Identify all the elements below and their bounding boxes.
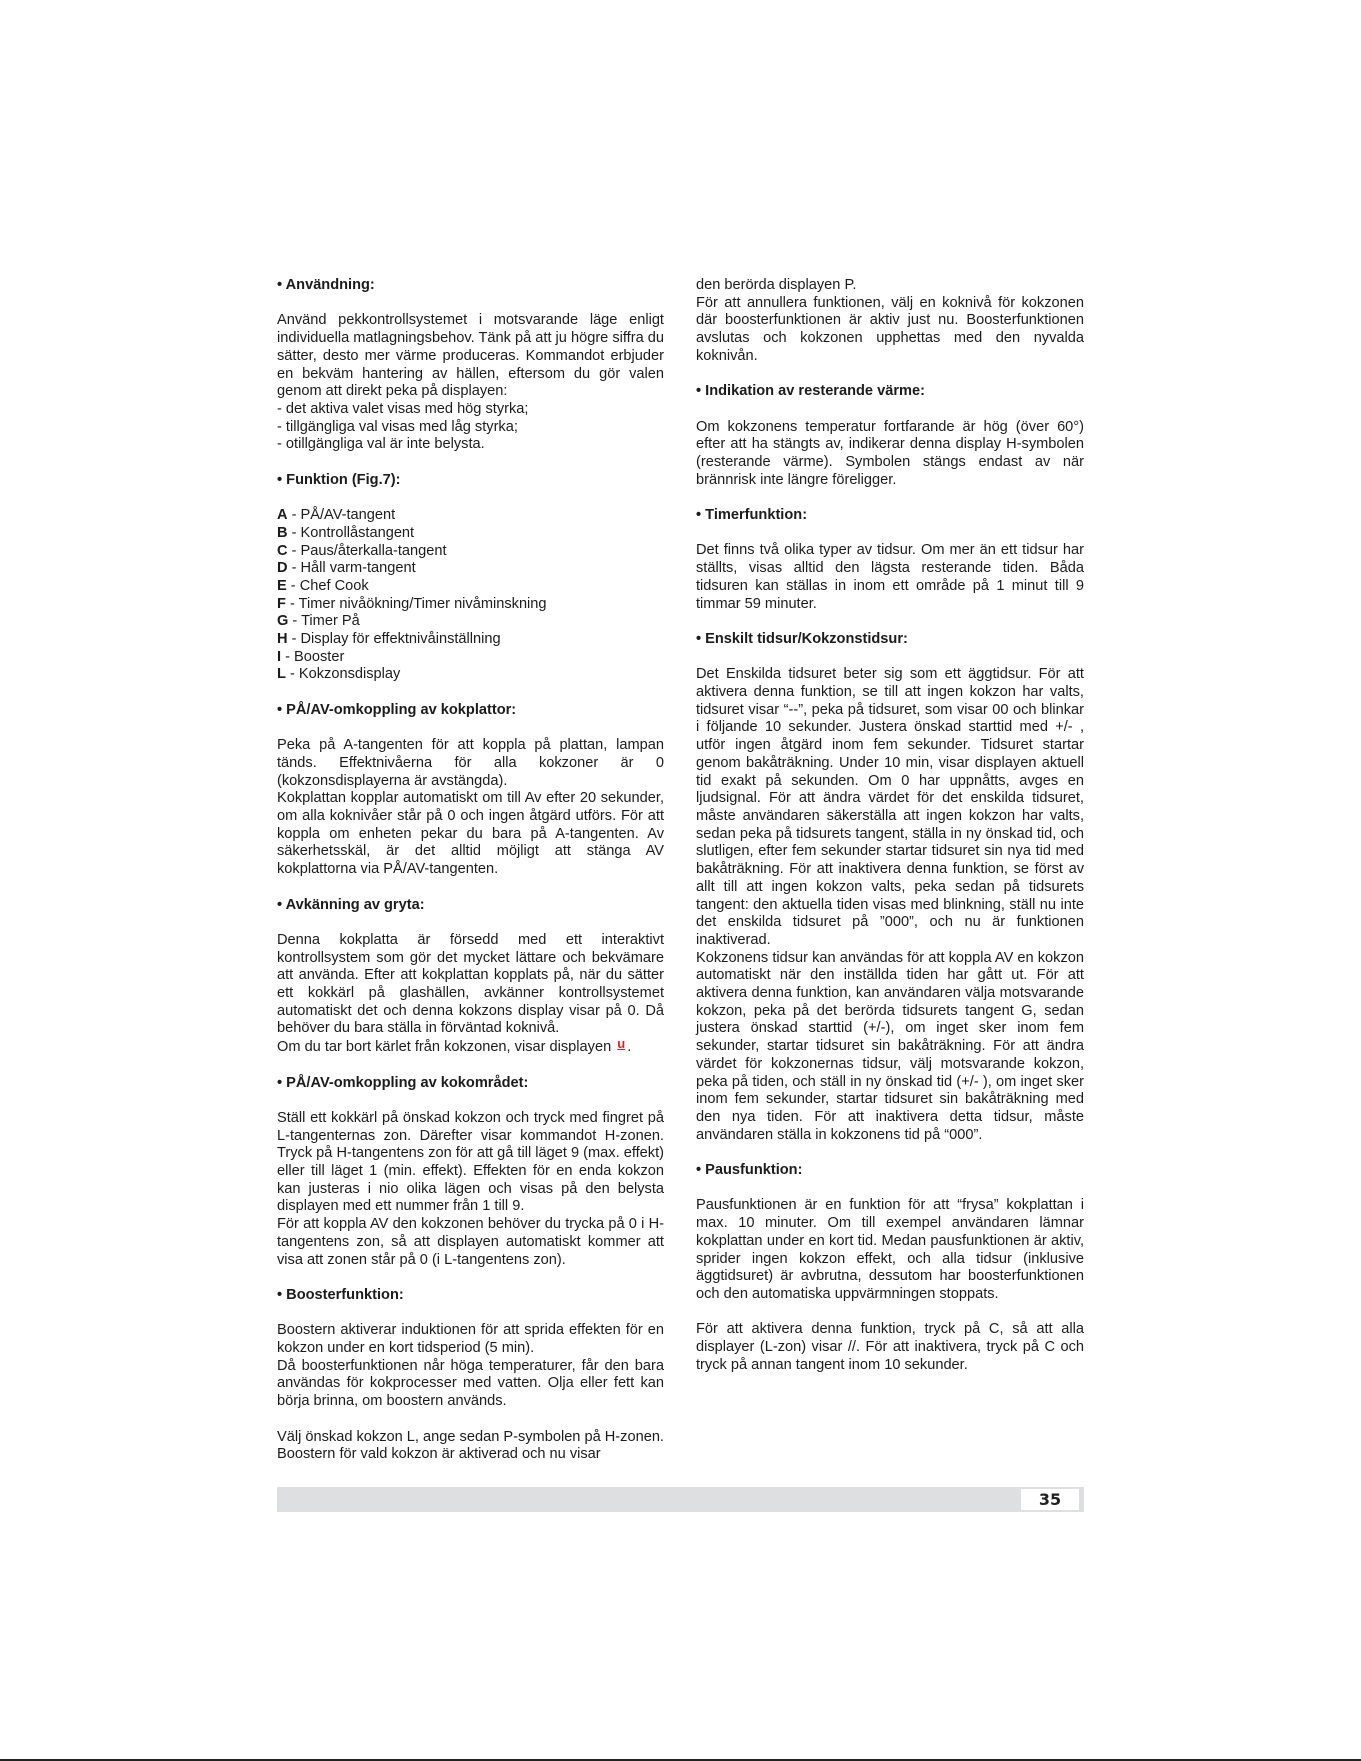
key-description: - Display för effektnivåinställning xyxy=(287,631,501,648)
section-heading-pa-av-kokplattor: • PÅ/AV-omkoppling av kokplattor: xyxy=(277,701,517,718)
paragraph: För att annullera funktionen, välj en koknivå för kokzonen där boosterfunktionen är aktiv just nu. Boosterfunktionen avslutas och kokzonen upphettas med den nyvalda koknivån. xyxy=(696,294,1084,364)
key-description: - Håll varm-tangent xyxy=(287,560,416,577)
bullet-item: - det aktiva valet visas med hög styrka; xyxy=(277,400,529,417)
list-item xyxy=(277,525,664,543)
key-letter: A xyxy=(277,507,288,524)
paragraph: Kokzonens tidsur kan användas för att koppla AV en kokzon automatiskt när den inställda tiden har gått ut. För att aktivera denna funktion, kan användaren välja motsvarande kokzon, peka på det berörda tidsurets tangent G, sedan justera önskad starttid (+/-), om inget sker inom fem sekunder, startar tidsuret sin bakåträkning. För att ändra värdet för kokzonernas tidsur, välj motsvarande kokzon, peka på tiden, och ställ in ny önskad tid (+/- ), om inget sker inom fem sekunder, startar tidsuret sin bakåträkning med den nya tiden. För att inaktivera detta tidsur, måste användaren ställa in kokzonens tid på “000”. xyxy=(696,949,1084,1143)
key-description: - Booster xyxy=(281,648,345,665)
bullet-item: - otillgängliga val är inte belysta. xyxy=(277,436,485,453)
key-letter: L xyxy=(277,666,286,683)
paragraph: Välj önskad kokzon L, ange sedan P-symbolen på H-zonen. Boostern för vald kokzon är aktiverad och nu visar xyxy=(277,1428,664,1463)
section-heading-enskilt-tidsur: • Enskilt tidsur/Kokzonstidsur: xyxy=(696,630,908,647)
key-description: - Kokzonsdisplay xyxy=(285,666,401,683)
section-heading-resterande-varme: • Indikation av resterande värme: xyxy=(696,383,925,400)
key-letter: D xyxy=(277,560,288,577)
key-letter: E xyxy=(277,577,287,594)
key-letter: G xyxy=(277,613,289,630)
key-description: - Paus/återkalla-tangent xyxy=(287,542,447,559)
section-heading-timer: • Timerfunktion: xyxy=(696,507,808,524)
key-description: - Timer nivåökning/Timer nivåminskning xyxy=(285,595,547,612)
paragraph: Peka på A-tangenten för att koppla på plattan, lampan tänds. Effektnivåerna för alla kokzoner är 0 (kokzonsdisplayerna är avstängda). xyxy=(277,737,664,789)
paragraph: Kokplattan kopplar automatiskt om till Av efter 20 sekunder, om alla koknivåer står på 0 och ingen åtgärd utförs. För att koppla om enheten pekar du bara på A-tangenten. Av säkerhetsskäl, är det alltid möjligt att stänga AV kokplattorna via PÅ/AV-tangenten. xyxy=(277,790,664,878)
paragraph: Pausfunktionen är en funktion för att “frysa” kokplattan i max. 10 minuter. Om till exempel användaren lämnar kokplattan under en kort tid. Medan pausfunktionen är aktiv, sprider ingen kokzon effekt, och alla tidsur (inklusive äggtidsuret) är avbrutna, dessutom har boosterfunktionen och den automatiska uppvärmningen stoppats. xyxy=(696,1197,1084,1302)
list-item xyxy=(277,507,664,525)
key-letter: F xyxy=(277,595,286,612)
list-item xyxy=(277,649,664,667)
key-description: - PÅ/AV-tangent xyxy=(287,507,396,524)
display-u-symbol-icon: u xyxy=(617,1036,626,1052)
key-letter: C xyxy=(277,542,288,559)
list-item xyxy=(277,560,664,578)
paragraph-end: . xyxy=(627,1039,632,1056)
paragraph: den berörda displayen P. xyxy=(696,277,857,293)
paragraph: Boostern aktiverar induktionen för att sprida effekten för en kokzon under en kort tidsperiod (5 min). xyxy=(277,1322,664,1357)
paragraph: För att koppla AV den kokzonen behöver du trycka på 0 i H-tangentens zon, så att displayen automatiskt kommer att visa att zonen står på 0 (i L-tangentens zon). xyxy=(277,1216,664,1268)
bullet-item: - tillgängliga val visas med låg styrka; xyxy=(277,418,518,435)
paragraph-text: Om du tar bort kärlet från kokzonen, visar displayen xyxy=(277,1039,612,1056)
key-letter: B xyxy=(277,524,288,541)
list-item xyxy=(277,543,664,561)
key-letter: I xyxy=(277,648,282,665)
section-heading-kokomradet: • PÅ/AV-omkoppling av kokområdet: xyxy=(277,1074,529,1091)
key-letter: H xyxy=(277,631,288,648)
section-heading-anvandning: • Användning: xyxy=(277,277,375,293)
paragraph: Det finns två olika typer av tidsur. Om mer än ett tidsur har ställts, visas alltid den lägsta resterande tiden. Båda tidsuren kan ställas in inom ett område på 1 minut till 9 timmar 59 minuter. xyxy=(696,542,1084,612)
paragraph: Om kokzonens temperatur fortfarande är hög (över 60°) efter att ha stängts av, indikerar denna display H-symbolen (resterande värme). Symbolen stängs endast av när brännrisk inte längre föreligger. xyxy=(696,418,1084,488)
list-item xyxy=(277,578,664,596)
paragraph-with-glyph xyxy=(277,1038,664,1057)
key-description: - Kontrollåstangent xyxy=(287,524,415,541)
page-number: 35 xyxy=(1021,1489,1079,1510)
section-heading-booster: • Boosterfunktion: xyxy=(277,1286,404,1303)
function-key-list xyxy=(277,507,664,684)
section-heading-avkanning: • Avkänning av gryta: xyxy=(277,896,425,913)
left-column xyxy=(277,277,664,1464)
paragraph: Det Enskilda tidsuret beter sig som ett äggtidsur. För att aktivera denna funktion, se till att ingen kokzon har valts, tidsuret visar “--”, peka på tidsuret, som visar 00 och blinkar i följande 10 sekunder. Justera önskad starttid med +/- , utför ingen åtgärd inom fem sekunder. Tidsuret startar genom bakåträkning. Under 10 min, visar displayen aktuell tid exakt på sekunden. Om 0 har uppnåtts, avges en ljudsignal. För att ändra värdet för det enskilda tidsuret, måste användaren säkerställa att ingen kokzon har valts, sedan peka på tidsurets tangent, ställa in ny önskad tid, och slutligen, efter fem sekunder startar tidsuret sin nya tid med bakåträkning. För att inaktivera denna funktion, se först av allt till att ingen kokzon valts, peka sedan på tidsurets tangent: den aktuella tiden visas med blinkning, ställ nu inte det enskilda tidsuret på ”000”, och nu är funktionen inaktiverad. xyxy=(696,666,1084,948)
section-heading-funktion: • Funktion (Fig.7): xyxy=(277,471,401,488)
paragraph: Då boosterfunktionen når höga temperaturer, får den bara användas för kokprocesser med vatten. Olja eller fett kan börja brinna, om boostern används. xyxy=(277,1357,664,1410)
paragraph: För att aktivera denna funktion, tryck på C, så att alla displayer (L-zon) visar //. För att inaktivera, tryck på C och tryck på annan tangent inom 10 sekunder. xyxy=(696,1321,1084,1373)
paragraph: Denna kokplatta är försedd med ett interaktivt kontrollsystem som gör det mycket lättare och bekvämare att använda. Efter att kokplattan kopplats på, när du sätter ett kokkärl på glashällen, avkänner kontrollsystemet automatiskt det och denna kokzons display visar på 0. Då behöver du bara ställa in förväntad koknivå. xyxy=(277,931,664,1037)
paragraph: Ställ ett kokkärl på önskad kokzon och tryck med fingret på L-tangenternas zon. Därefter visar kommandot H-zonen. Tryck på H-tangentens zon för att gå till läget 9 (max. effekt) eller till läget 1 (min. effekt). Effekten för en enda kokzon kan justeras i nio olika lägen och visas på den belysta displayen med ett nummer från 1 till 9. xyxy=(277,1109,664,1215)
list-item xyxy=(277,596,664,614)
page-footer-bar xyxy=(277,1487,1084,1512)
paragraph: Använd pekkontrollsystemet i motsvarande läge enligt individuella matlagningsbehov. Tänk på att ju högre siffra du sätter, desto mer värme produceras. Kommandot erbjuder en bekväm hantering av hällen, eftersom du gör valen genom att direkt peka på displayen: xyxy=(277,312,664,400)
list-item xyxy=(277,613,664,631)
section-heading-paus: • Pausfunktion: xyxy=(696,1162,803,1179)
list-item xyxy=(277,631,664,649)
list-item xyxy=(277,666,664,684)
key-description: - Timer På xyxy=(288,613,360,630)
right-column xyxy=(696,277,1084,1374)
key-description: - Chef Cook xyxy=(286,577,369,594)
